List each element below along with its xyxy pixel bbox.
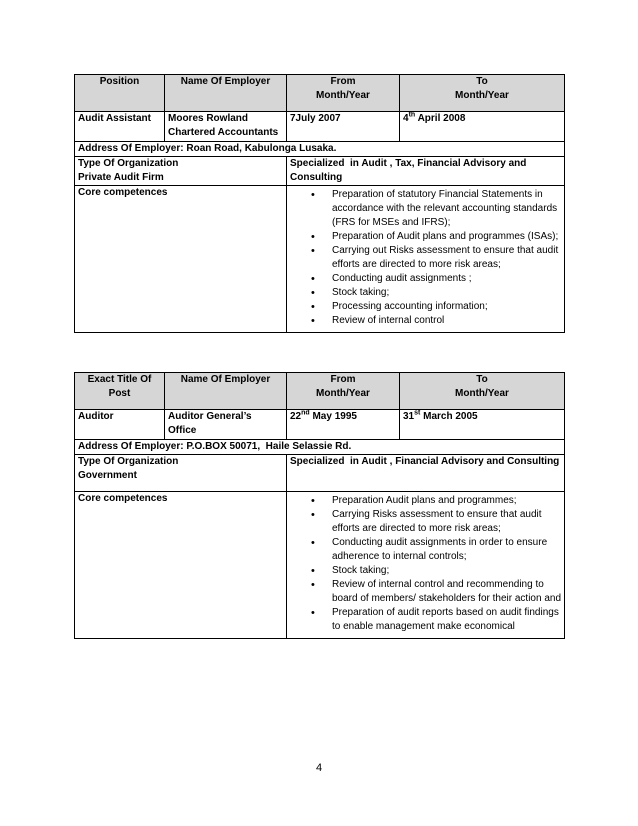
organization-type-cell — [75, 455, 287, 492]
from-date: 7July 2007 — [287, 112, 400, 142]
organization-type-label: Type Of Organization — [78, 158, 179, 169]
to-rest: April 2008 — [415, 113, 466, 124]
to-day: 4 — [403, 113, 409, 124]
competence-item: • Stock taking; — [332, 286, 561, 300]
competence-list — [290, 494, 561, 634]
employer-header: Name Of Employer — [165, 373, 287, 410]
specialization: Specialized in Audit , Tax, Financial Advisory and Consulting — [287, 157, 565, 186]
competences-row — [75, 492, 565, 639]
header-row — [75, 373, 565, 410]
core-competences-label: Core competences — [75, 186, 287, 333]
competence-item: • Conducting audit assignments ; — [332, 272, 561, 286]
page-number: 4 — [315, 762, 323, 774]
specialization: Specialized in Audit , Financial Advisory and Consulting — [287, 455, 565, 492]
competence-item: • Carrying out Risks assessment to ensure that audit efforts are directed to more risk areas; — [332, 244, 561, 272]
competence-list — [290, 188, 561, 328]
competence-item: • Stock taking; — [332, 564, 561, 578]
competence-item: • Review of internal control and recommending to board of members/ stakeholders for their action and — [332, 578, 561, 606]
employer-address: Address Of Employer: Roan Road, Kabulonga Lusaka. — [75, 142, 565, 157]
competence-item: • Preparation Audit plans and programmes; — [332, 494, 561, 508]
organization-row — [75, 157, 565, 186]
position-header: Position — [75, 75, 165, 112]
from-day: 22 — [290, 411, 302, 422]
core-competences-label: Core competences — [75, 492, 287, 639]
to-suffix: th — [408, 111, 416, 119]
competences-cell — [287, 186, 565, 333]
position-header: Exact Title Of Post — [75, 373, 165, 410]
to-header: To Month/Year — [400, 75, 565, 112]
competence-item: • Carrying Risks assessment to ensure that audit efforts are directed to more risk areas; — [332, 508, 561, 536]
organization-type-value: Private Audit Firm — [78, 172, 164, 183]
employer-header: Name Of Employer — [165, 75, 287, 112]
competence-item: • Conducting audit assignments in order to ensure adherence to internal controls; — [332, 536, 561, 564]
job-row — [75, 112, 565, 142]
competence-item: • Preparation of Audit plans and programmes (ISAs); — [332, 230, 561, 244]
competences-cell — [287, 492, 565, 639]
from-suffix: nd — [301, 409, 310, 417]
competences-row — [75, 186, 565, 333]
organization-type-value: Government — [78, 470, 137, 481]
position-value: Audit Assistant — [75, 112, 165, 142]
competence-item: • Review of internal control — [332, 314, 561, 328]
competence-item: • Preparation of audit reports based on audit findings to enable management make economical — [332, 606, 561, 634]
to-date — [400, 112, 565, 142]
header-row — [75, 75, 565, 112]
employer-address: Address Of Employer: P.O.BOX 50071, Haile Selassie Rd. — [75, 440, 565, 455]
employment-table-1 — [74, 74, 565, 333]
to-suffix: st — [414, 409, 421, 417]
organization-type-cell — [75, 157, 287, 186]
address-row — [75, 142, 565, 157]
organization-row — [75, 455, 565, 492]
employment-table-2 — [74, 372, 565, 639]
from-header: From Month/Year — [287, 373, 400, 410]
competence-item: • Preparation of statutory Financial Statements in accordance with the relevant accounting standards (FRS for MSEs and IFRS); — [332, 188, 561, 230]
position-value: Auditor — [75, 410, 165, 440]
from-date — [287, 410, 400, 440]
to-date — [400, 410, 565, 440]
from-rest: May 1995 — [309, 411, 357, 422]
employer-value: Auditor General’s Office — [165, 410, 287, 440]
employer-value: Moores Rowland Chartered Accountants — [165, 112, 287, 142]
from-header: From Month/Year — [287, 75, 400, 112]
competence-item: • Processing accounting information; — [332, 300, 561, 314]
to-day: 31 — [403, 411, 415, 422]
address-row — [75, 440, 565, 455]
to-header: To Month/Year — [400, 373, 565, 410]
to-rest: March 2005 — [420, 411, 478, 422]
job-row — [75, 410, 565, 440]
organization-type-label: Type Of Organization — [78, 456, 179, 467]
